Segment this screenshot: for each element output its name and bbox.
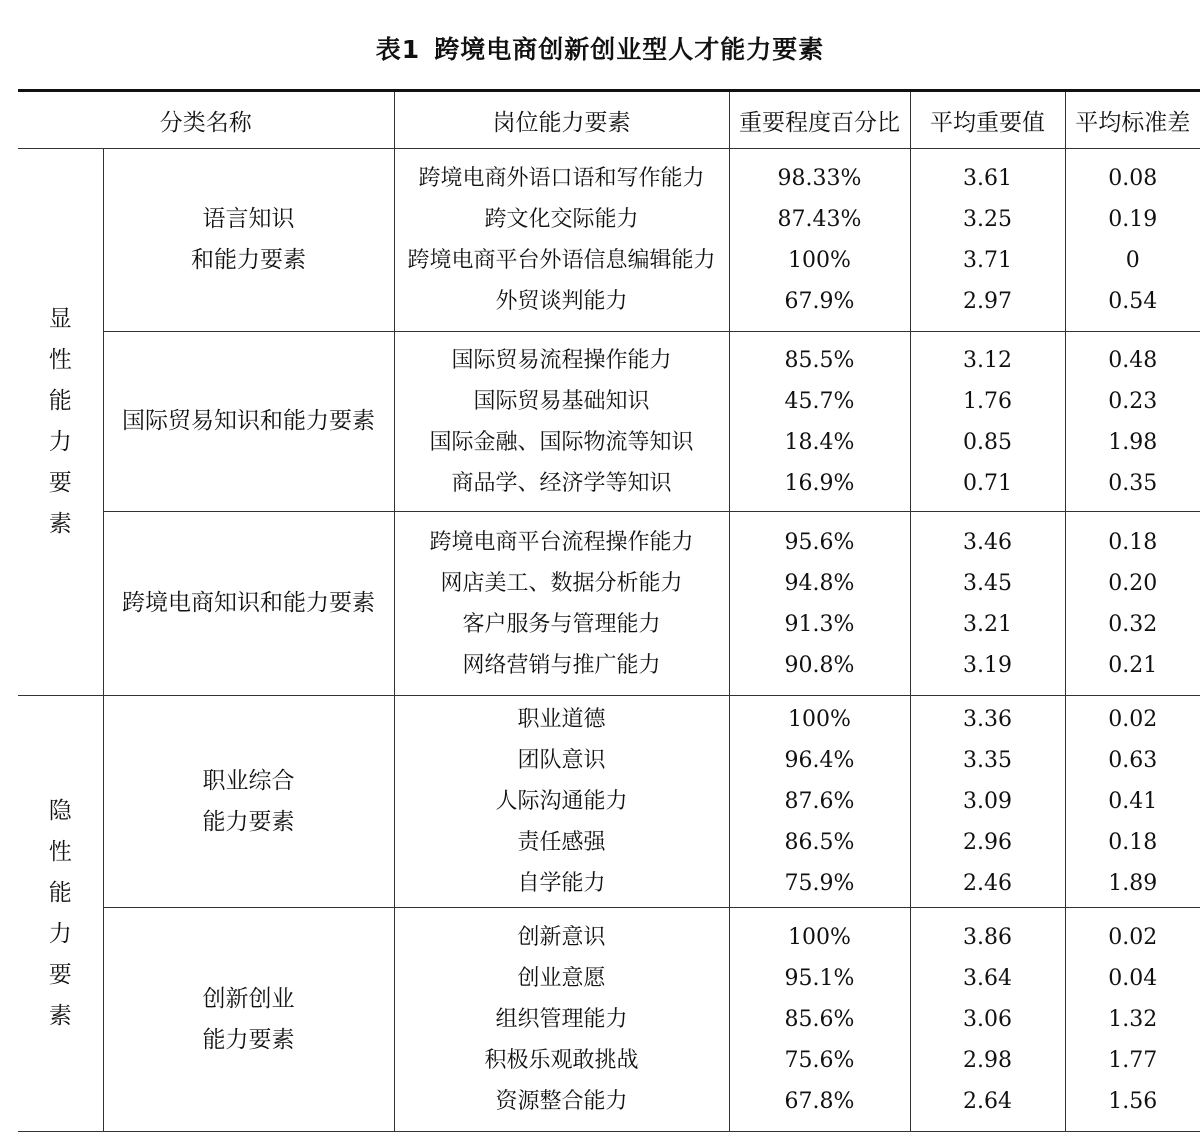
mean-list: 3.36 3.35 3.09 2.96 2.46 bbox=[910, 696, 1065, 908]
subgroup-innovation: 创新创业 能力要素 bbox=[103, 908, 394, 1132]
std-list: 0.18 0.20 0.32 0.21 bbox=[1065, 512, 1200, 696]
subgroup-ecommerce: 跨境电商知识和能力要素 bbox=[103, 512, 394, 696]
table-row bbox=[18, 149, 1200, 332]
pct-list: 85.5% 45.7% 18.4% 16.9% bbox=[729, 332, 910, 512]
group-explicit: 显 性 能 力 要 素 bbox=[18, 149, 103, 696]
header-row bbox=[18, 92, 1200, 149]
mean-list: 3.61 3.25 3.71 2.97 bbox=[910, 149, 1065, 332]
table-title bbox=[0, 30, 1200, 66]
pct-list: 95.6% 94.8% 91.3% 90.8% bbox=[729, 512, 910, 696]
ability-list: 创新意识 创业意愿 组织管理能力 积极乐观敢挑战 资源整合能力 bbox=[394, 908, 729, 1132]
table-row bbox=[18, 512, 1200, 696]
pct-list: 98.33% 87.43% 100% 67.9% bbox=[729, 149, 910, 332]
subgroup-professional: 职业综合 能力要素 bbox=[103, 696, 394, 908]
std-list: 0.48 0.23 1.98 0.35 bbox=[1065, 332, 1200, 512]
ability-list: 国际贸易流程操作能力 国际贸易基础知识 国际金融、国际物流等知识 商品学、经济学等知识 bbox=[394, 332, 729, 512]
header-category: 分类名称 bbox=[18, 92, 394, 149]
std-list: 0.08 0.19 0 0.54 bbox=[1065, 149, 1200, 332]
header-importance-pct: 重要程度百分比 bbox=[729, 92, 910, 149]
ability-list: 跨境电商外语口语和写作能力 跨文化交际能力 跨境电商平台外语信息编辑能力 外贸谈判能力 bbox=[394, 149, 729, 332]
table-row bbox=[18, 696, 1200, 908]
group-implicit: 隐 性 能 力 要 素 bbox=[18, 696, 103, 1132]
subgroup-trade: 国际贸易知识和能力要素 bbox=[103, 332, 394, 512]
table-title-text: 跨境电商创新创业型人才能力要素 bbox=[434, 35, 825, 64]
table-row bbox=[18, 908, 1200, 1132]
mean-list: 3.86 3.64 3.06 2.98 2.64 bbox=[910, 908, 1065, 1132]
header-mean-std: 平均标准差 bbox=[1065, 92, 1200, 149]
pct-list: 100% 96.4% 87.6% 86.5% 75.9% bbox=[729, 696, 910, 908]
subgroup-language: 语言知识 和能力要素 bbox=[103, 149, 394, 332]
header-ability: 岗位能力要素 bbox=[394, 92, 729, 149]
ability-table bbox=[18, 92, 1200, 1132]
std-list: 0.02 0.04 1.32 1.77 1.56 bbox=[1065, 908, 1200, 1132]
std-list: 0.02 0.63 0.41 0.18 1.89 bbox=[1065, 696, 1200, 908]
table-row bbox=[18, 332, 1200, 512]
pct-list: 100% 95.1% 85.6% 75.6% 67.8% bbox=[729, 908, 910, 1132]
table-number: 表1 bbox=[375, 35, 421, 64]
ability-list: 跨境电商平台流程操作能力 网店美工、数据分析能力 客户服务与管理能力 网络营销与推广能力 bbox=[394, 512, 729, 696]
mean-list: 3.12 1.76 0.85 0.71 bbox=[910, 332, 1065, 512]
mean-list: 3.46 3.45 3.21 3.19 bbox=[910, 512, 1065, 696]
header-mean-importance: 平均重要值 bbox=[910, 92, 1065, 149]
ability-list: 职业道德 团队意识 人际沟通能力 责任感强 自学能力 bbox=[394, 696, 729, 908]
